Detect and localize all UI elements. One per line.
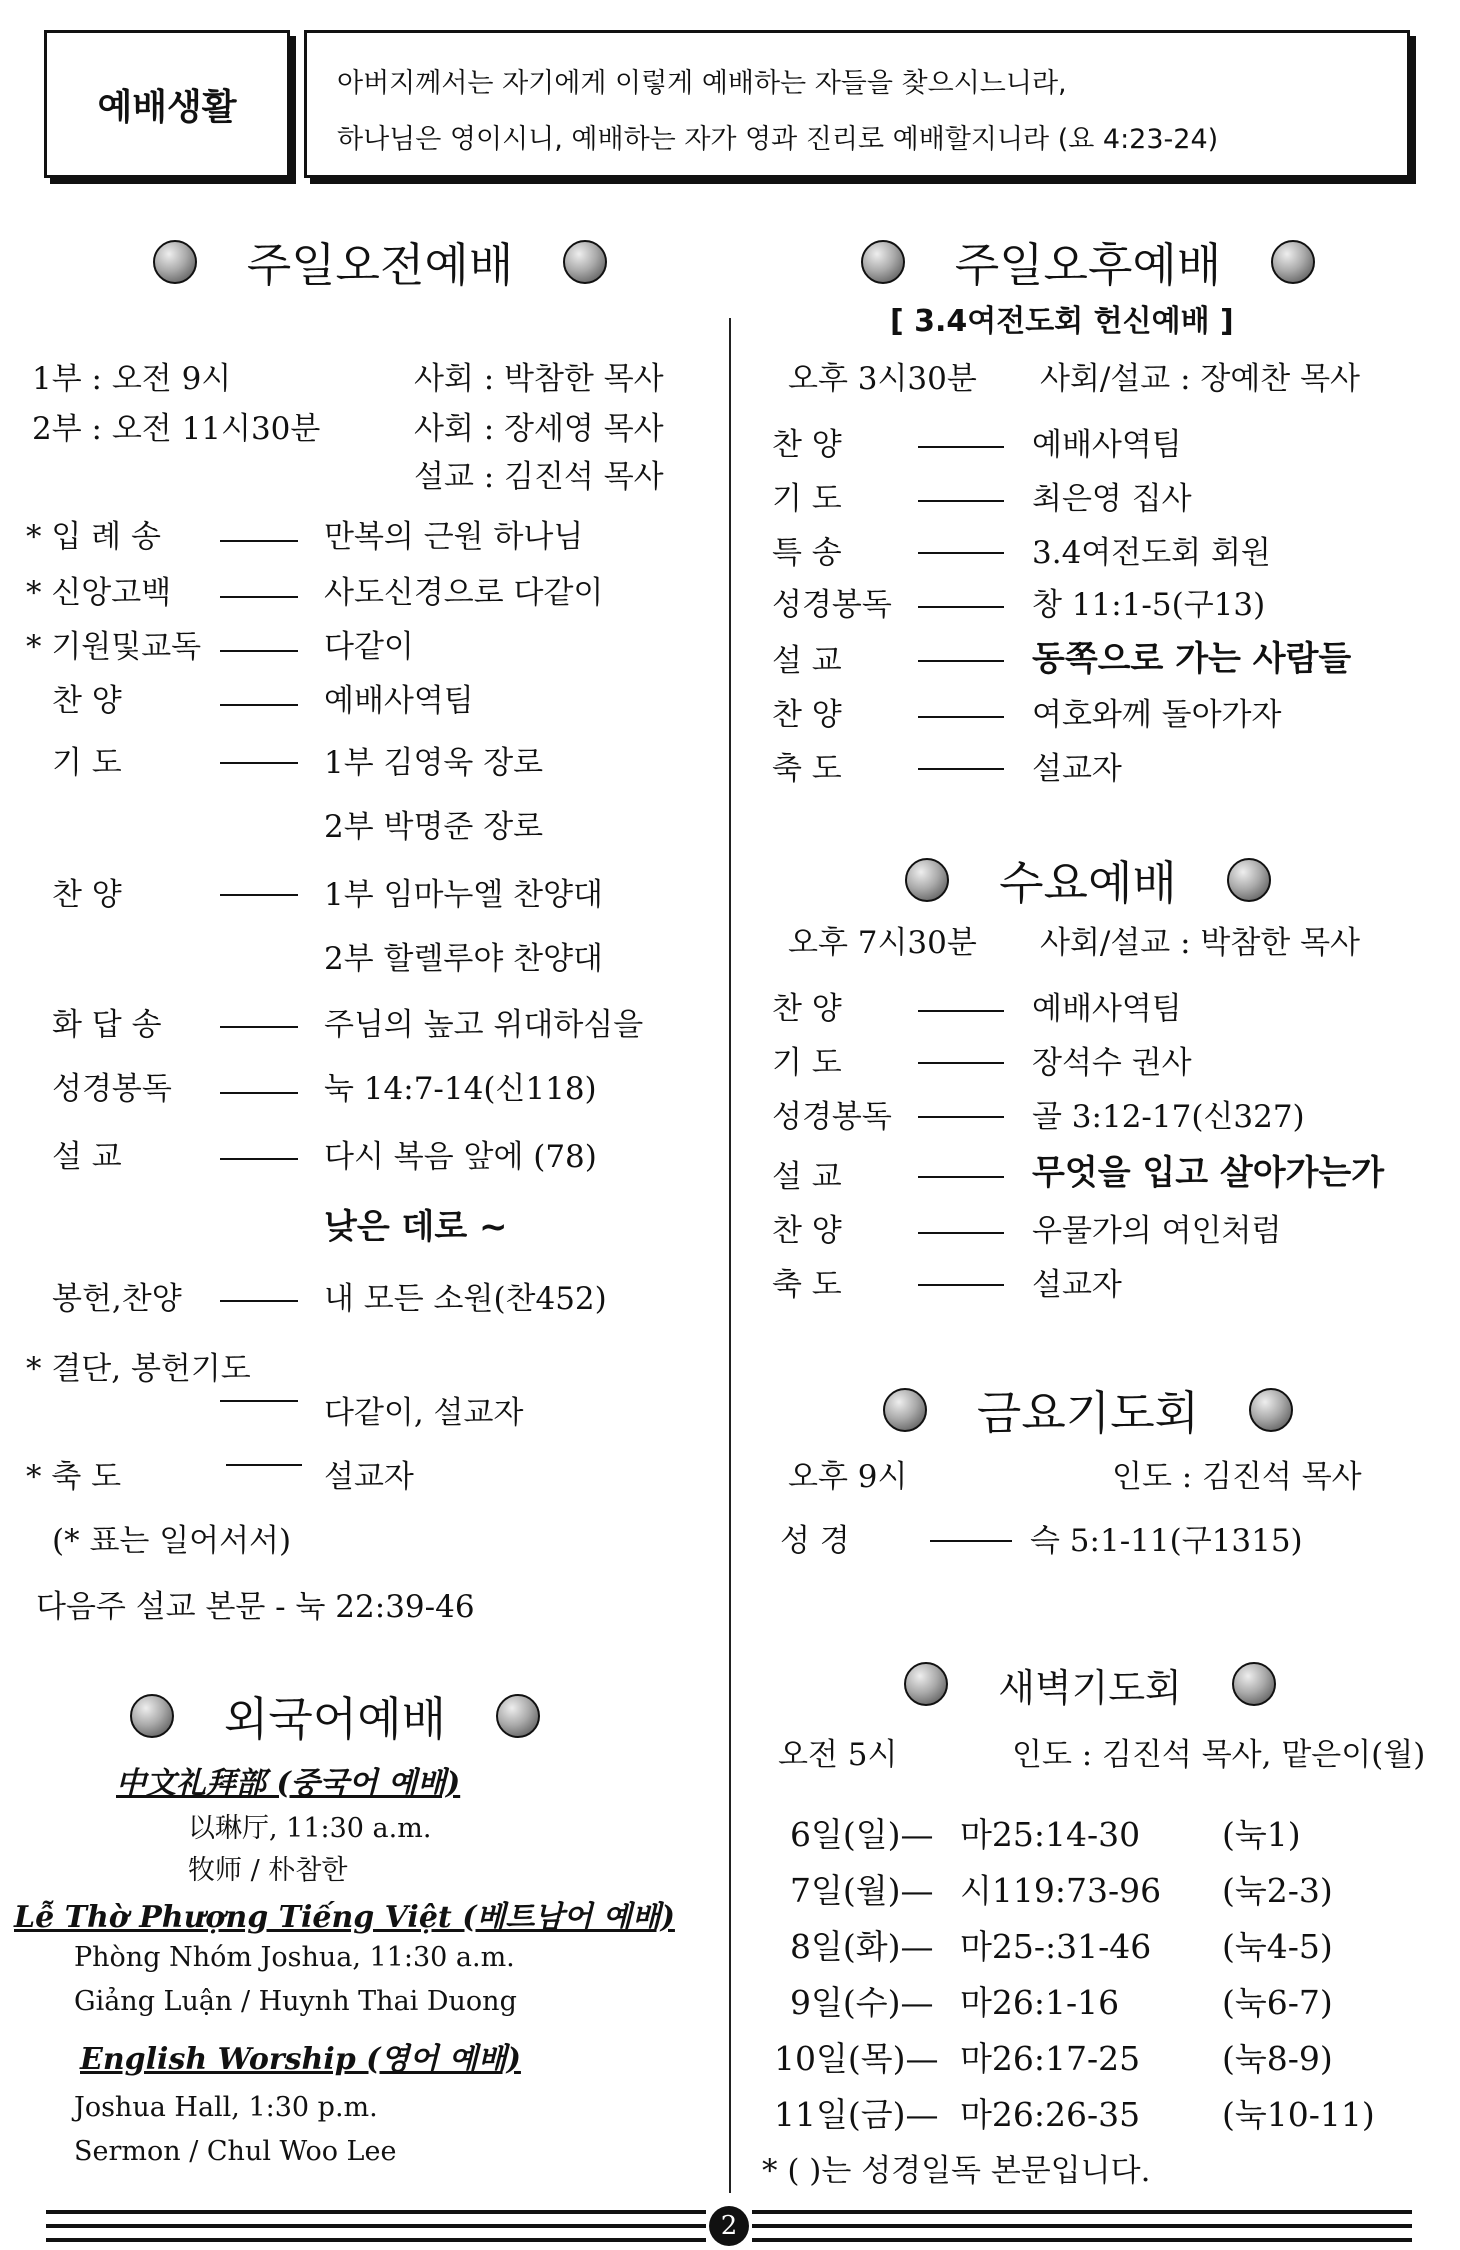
leader-dash bbox=[918, 1232, 1004, 1234]
order-label: 축 도 bbox=[772, 751, 842, 787]
order-value: 우물가의 여인처럼 bbox=[1032, 1213, 1282, 1249]
service-1-time: 1부 : 오전 9시 bbox=[32, 361, 232, 397]
sunday-pm-leader: 사회/설교 : 장예찬 목사 bbox=[1040, 361, 1360, 397]
bullet-ball-icon bbox=[1232, 1662, 1276, 1706]
dawn-passage: 마26:1-16 bbox=[960, 1983, 1120, 2022]
order-value: 주님의 높고 위대하심을 bbox=[324, 1007, 644, 1043]
leader-dash bbox=[918, 552, 1004, 554]
service-2-time: 2부 : 오전 11시30분 bbox=[32, 411, 321, 447]
wednesday-leader: 사회/설교 : 박참한 목사 bbox=[1040, 925, 1360, 961]
vietnamese-line-1: Phòng Nhóm Joshua, 11:30 a.m. bbox=[74, 1942, 515, 1973]
leader-dash bbox=[220, 1092, 298, 1094]
leader-dash bbox=[930, 1540, 1012, 1542]
order-value: 예배사역팀 bbox=[324, 683, 474, 719]
vietnamese-line-2: Giảng Luận / Huynh Thai Duong bbox=[74, 1986, 517, 2017]
chinese-line-1: 以琳厅, 11:30 a.m. bbox=[188, 1813, 432, 1844]
english-worship-title: English Worship (영어 예배) bbox=[80, 2042, 521, 2077]
order-value: 예배사역팀 bbox=[1032, 427, 1182, 463]
leader-dash bbox=[220, 1158, 298, 1160]
next-week-text: 다음주 설교 본문 - 눅 22:39-46 bbox=[36, 1589, 475, 1625]
order-label: 기 도 bbox=[52, 745, 122, 781]
dawn-passage: 마26:26-35 bbox=[960, 2095, 1141, 2134]
leader-dash bbox=[918, 1062, 1004, 1064]
leader-dash bbox=[220, 1300, 298, 1302]
dawn-reading: (눅1) bbox=[1222, 1815, 1301, 1854]
dawn-day: 10일(목)— bbox=[774, 2039, 939, 2078]
order-value: 다같이, 설교자 bbox=[324, 1395, 524, 1431]
footer-rule bbox=[46, 2210, 706, 2214]
leader-dash bbox=[918, 446, 1004, 448]
leader-dash bbox=[918, 1284, 1004, 1286]
order-label: * 기원및교독 bbox=[26, 629, 202, 665]
order-label: 축 도 bbox=[772, 1267, 842, 1303]
dawn-leader: 인도 : 김진석 목사, 맡은이(월) bbox=[1012, 1737, 1426, 1773]
order-value: 다시 복음 앞에 (78) bbox=[324, 1139, 597, 1175]
order-value: 장석수 권사 bbox=[1032, 1045, 1192, 1081]
dawn-time: 오전 5시 bbox=[778, 1737, 898, 1773]
chinese-line-2: 牧师 / 朴참한 bbox=[188, 1855, 348, 1886]
order-label: * 입 례 송 bbox=[26, 519, 161, 555]
leader-dash bbox=[918, 500, 1004, 502]
wednesday-title: 수요예배 bbox=[999, 856, 1177, 910]
dawn-passage: 마26:17-25 bbox=[960, 2039, 1141, 2078]
sunday-am-title: 주일오전예배 bbox=[246, 238, 514, 292]
dawn-passage: 마25-:31-46 bbox=[960, 1927, 1152, 1966]
order-value: 1부 김영욱 장로 bbox=[324, 745, 544, 781]
standing-note: (* 표는 일어서서) bbox=[52, 1523, 292, 1559]
bullet-ball-icon bbox=[496, 1694, 540, 1738]
order-value: 골 3:12-17(신327) bbox=[1032, 1099, 1305, 1135]
leader-dash bbox=[918, 1116, 1004, 1118]
order-value: 설교자 bbox=[324, 1459, 414, 1495]
leader-dash bbox=[918, 768, 1004, 770]
friday-heading bbox=[808, 1380, 1368, 1440]
column-divider bbox=[729, 318, 731, 2193]
dawn-title: 새벽기도회 bbox=[998, 1665, 1182, 1710]
header-verse-box bbox=[304, 30, 1410, 178]
order-label: 성경봉독 bbox=[772, 1099, 892, 1135]
sunday-am-heading bbox=[100, 232, 660, 292]
vietnamese-worship-title: Lễ Thờ Phượng Tiếng Việt (베트남어 예배) bbox=[14, 1900, 675, 1935]
order-label: 화 답 송 bbox=[52, 1007, 162, 1043]
english-line-1: Joshua Hall, 1:30 p.m. bbox=[74, 2092, 378, 2123]
english-line-2: Sermon / Chul Woo Lee bbox=[74, 2136, 397, 2167]
leader-dash bbox=[226, 1464, 302, 1466]
bullet-ball-icon bbox=[1271, 240, 1315, 284]
order-label: 찬 양 bbox=[52, 683, 122, 719]
footer-rule bbox=[752, 2210, 1412, 2214]
order-value: 최은영 집사 bbox=[1032, 481, 1192, 517]
leader-dash bbox=[220, 894, 298, 896]
order-label: 기 도 bbox=[772, 481, 842, 517]
sunday-pm-subtitle: [ 3.4여전도회 헌신예배 ] bbox=[890, 304, 1234, 339]
order-value: 사도신경으로 다같이 bbox=[324, 575, 604, 611]
order-label: 특 송 bbox=[772, 535, 842, 571]
order-label: 성경봉독 bbox=[772, 587, 892, 623]
order-value: 다같이 bbox=[324, 629, 414, 665]
bullet-ball-icon bbox=[130, 1694, 174, 1738]
order-label: 찬 양 bbox=[52, 877, 122, 913]
wednesday-heading bbox=[808, 850, 1368, 910]
order-value: 눅 14:7-14(신118) bbox=[324, 1071, 597, 1107]
order-value: 2부 박명준 장로 bbox=[324, 809, 544, 845]
order-label: 찬 양 bbox=[772, 427, 842, 463]
order-label: 찬 양 bbox=[772, 1213, 842, 1249]
dawn-note: * ( )는 성경일독 본문입니다. bbox=[762, 2153, 1151, 2189]
sermon-title: 동쪽으로 가는 사람들 bbox=[1032, 639, 1352, 679]
footer-rule bbox=[46, 2224, 706, 2228]
verse-line-2: 하나님은 영이시니, 예배하는 자가 영과 진리로 예배할지니라 (요 4:23-24) bbox=[337, 124, 1219, 155]
leader-dash bbox=[918, 1176, 1004, 1178]
order-value: 내 모든 소원(찬452) bbox=[324, 1281, 607, 1317]
leader-dash bbox=[220, 650, 298, 652]
friday-time: 오후 9시 bbox=[788, 1459, 908, 1495]
leader-dash bbox=[220, 762, 298, 764]
order-value: 예배사역팀 bbox=[1032, 991, 1182, 1027]
dawn-reading: (눅2-3) bbox=[1222, 1871, 1333, 1910]
dawn-passage: 마25:14-30 bbox=[960, 1815, 1141, 1854]
bullet-ball-icon bbox=[904, 1662, 948, 1706]
order-value: 1부 임마누엘 찬양대 bbox=[324, 877, 603, 913]
leader-dash bbox=[918, 606, 1004, 608]
bullet-ball-icon bbox=[905, 858, 949, 902]
dawn-reading: (눅4-5) bbox=[1222, 1927, 1333, 1966]
foreign-heading bbox=[110, 1686, 560, 1746]
friday-title: 금요기도회 bbox=[976, 1386, 1200, 1440]
order-value: 설교자 bbox=[1032, 751, 1122, 787]
leader-dash bbox=[220, 1400, 298, 1402]
dawn-day: 6일(일)— bbox=[790, 1815, 934, 1854]
friday-leader: 인도 : 김진석 목사 bbox=[1112, 1459, 1362, 1495]
order-label: 찬 양 bbox=[772, 991, 842, 1027]
chinese-worship-title: 中文礼拜部 (중국어 예배) bbox=[116, 1766, 461, 1801]
order-label: 찬 양 bbox=[772, 697, 842, 733]
leader-dash bbox=[918, 716, 1004, 718]
order-value: 여호와께 돌아가자 bbox=[1032, 697, 1282, 733]
page-number: 2 bbox=[709, 2206, 749, 2246]
bullet-ball-icon bbox=[1227, 858, 1271, 902]
friday-scripture: 슥 5:1-11(구1315) bbox=[1030, 1523, 1303, 1559]
dawn-reading: (눅6-7) bbox=[1222, 1983, 1333, 2022]
order-label: 성경봉독 bbox=[52, 1071, 172, 1107]
order-label: 설 교 bbox=[772, 643, 842, 679]
order-label: * 축 도 bbox=[26, 1459, 122, 1495]
dawn-day: 7일(월)— bbox=[790, 1871, 934, 1910]
order-value: 창 11:1-5(구13) bbox=[1032, 587, 1266, 623]
footer-rule bbox=[752, 2238, 1412, 2242]
sermon-title: 낮은 데로 ~ bbox=[324, 1207, 508, 1247]
bullet-ball-icon bbox=[563, 240, 607, 284]
bullet-ball-icon bbox=[883, 1388, 927, 1432]
footer-rule bbox=[752, 2224, 1412, 2228]
sunday-pm-heading bbox=[808, 232, 1368, 292]
order-value: 설교자 bbox=[1032, 1267, 1122, 1303]
leader-dash bbox=[220, 1026, 298, 1028]
dawn-passage: 시119:73-96 bbox=[960, 1871, 1162, 1910]
leader-dash bbox=[220, 540, 298, 542]
sermon-title: 무엇을 입고 살아가는가 bbox=[1032, 1153, 1385, 1193]
bullet-ball-icon bbox=[153, 240, 197, 284]
header-title: 예배생활 bbox=[97, 86, 237, 128]
dawn-reading: (눅10-11) bbox=[1222, 2095, 1375, 2134]
order-value: 만복의 근원 하나님 bbox=[324, 519, 584, 555]
leader-dash bbox=[918, 1010, 1004, 1012]
foreign-title: 외국어예배 bbox=[223, 1692, 447, 1746]
order-label: 설 교 bbox=[52, 1139, 122, 1175]
order-value: 3.4여전도회 회원 bbox=[1032, 535, 1271, 571]
order-label: * 신앙고백 bbox=[26, 575, 172, 611]
verse-line-1: 아버지께서는 자기에게 이렇게 예배하는 자들을 찾으시느니라, bbox=[337, 68, 1067, 99]
dawn-heading bbox=[860, 1656, 1320, 1712]
leader-dash bbox=[220, 596, 298, 598]
service-1-leader: 사회 : 박참한 목사 bbox=[414, 361, 664, 397]
dawn-day: 8일(화)— bbox=[790, 1927, 934, 1966]
friday-scripture-label: 성 경 bbox=[780, 1523, 850, 1559]
dawn-day: 9일(수)— bbox=[790, 1983, 934, 2022]
wednesday-time: 오후 7시30분 bbox=[788, 925, 977, 961]
dawn-reading: (눅8-9) bbox=[1222, 2039, 1333, 2078]
order-value: 2부 할렐루야 찬양대 bbox=[324, 941, 603, 977]
footer-rule bbox=[46, 2238, 706, 2242]
dawn-day: 11일(금)— bbox=[774, 2095, 939, 2134]
sunday-pm-title: 주일오후예배 bbox=[954, 238, 1222, 292]
order-label: 설 교 bbox=[772, 1159, 842, 1195]
leader-dash bbox=[220, 704, 298, 706]
order-label: 기 도 bbox=[772, 1045, 842, 1081]
bullet-ball-icon bbox=[1249, 1388, 1293, 1432]
bullet-ball-icon bbox=[861, 240, 905, 284]
service-2-leader: 사회 : 장세영 목사 bbox=[414, 411, 664, 447]
sunday-pm-time: 오후 3시30분 bbox=[788, 361, 977, 397]
sunday-am-preacher: 설교 : 김진석 목사 bbox=[414, 459, 664, 495]
order-label: 봉헌,찬양 bbox=[52, 1281, 182, 1317]
order-label: * 결단, 봉헌기도 bbox=[26, 1351, 251, 1387]
header-title-box bbox=[44, 30, 290, 178]
leader-dash bbox=[918, 660, 1004, 662]
